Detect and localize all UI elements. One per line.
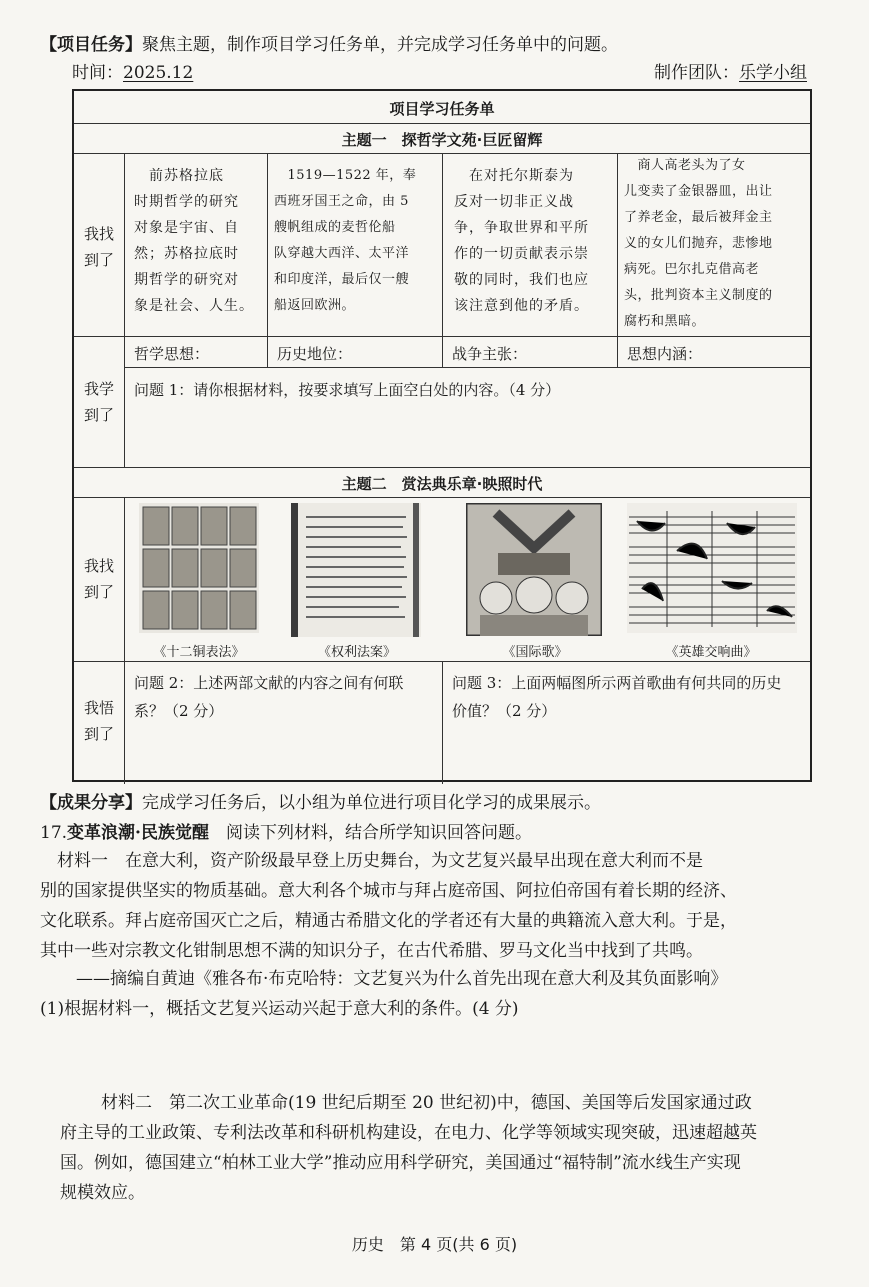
team-line	[654, 62, 807, 84]
time-label: 时间：	[72, 63, 123, 83]
theme2-title: 主题二 赏法典乐章·映照时代	[341, 475, 543, 493]
project-task-text: 聚焦主题，制作项目学习任务单，并完成学习任务单中的问题。	[142, 35, 618, 55]
caption-bill-of-rights: 《权利法案》	[317, 645, 396, 660]
project-task-tag: 【项目任务】	[40, 35, 142, 55]
share-text: 完成学习任务后，以小组为单位进行项目化学习的成果展示。	[142, 793, 601, 813]
bill-of-rights-image	[291, 503, 421, 637]
table-title: 项目学习任务单	[389, 100, 495, 118]
q17-heading	[40, 822, 532, 844]
task-table	[72, 89, 812, 782]
internationale-image	[466, 503, 602, 636]
time-value: 2025.12	[123, 63, 194, 83]
share-line	[40, 792, 601, 814]
q17-topic: 变革浪潮·民族觉醒	[67, 823, 209, 843]
cell-tolstoy: 在对托尔斯泰为 反对一切非正义战 争，争取世界和平所 作的一切贡献表示崇 敬的同时，我们也应 该注意到他的矛盾。	[454, 168, 589, 314]
field-historical-status: 历史地位：	[277, 345, 353, 363]
cell-magellan: 1519—1522 年，奉 西班牙国王之命，由 5 艘帆组成的麦哲伦船 队穿越大西洋、太平洋 和印度洋，最后仅一艘 船返回欧洲。	[274, 168, 417, 313]
team-label: 制作团队：	[654, 63, 739, 83]
material-1-source: ——摘编自黄迪《雅各布·布克哈特：文艺复兴为什么首先出现在意大利及其负面影响》	[76, 969, 728, 989]
found-label-2: 我找 到了	[83, 557, 114, 601]
question-3: 问题 3：上面两幅图所示两首歌曲有何共同的历史 价值？（2 分）	[452, 674, 782, 720]
q17-instruction: 阅读下列材料，结合所学知识回答问题。	[208, 823, 532, 843]
material-1: 材料一 在意大利，资产阶级最早登上历史舞台，为文艺复兴最早出现在意大利而不是 别的国家提供坚实的物质基础。意大利各个城市与拜占庭帝国、阿拉伯帝国有着长期的经济、 文化联系。拜占庭帝国灭亡之后，精通古希腊文化的学者还有大量的典籍流入意大利。于是， 其中一些对宗教文化钳制思想不满的知识分子，在古代希腊、罗马文化当中找到了共鸣。	[40, 851, 737, 961]
field-thought: 思想内涵：	[627, 345, 703, 363]
sub-question-1: (1)根据材料一，概括文艺复兴运动兴起于意大利的条件。(4 分)	[40, 999, 519, 1019]
field-philosophy: 哲学思想：	[134, 345, 210, 363]
question-1: 问题 1：请你根据材料，按要求填写上面空白处的内容。（4 分）	[134, 381, 561, 399]
material-2: 材料二 第二次工业革命(19 世纪后期至 20 世纪初)中，德国、美国等后发国家通过政 府主导的工业政策、专利法改革和科研机构建设，在电力、化学等领域实现突破，迅速超越英 国。例如，德国建立“柏林工业大学”推动应用科学研究，美国通过“福特制”流水线生产实现 规模效应。	[60, 1093, 757, 1203]
question-2: 问题 2：上述两部文献的内容之间有何联 系？（2 分）	[134, 674, 404, 720]
team-value: 乐学小组	[739, 63, 807, 83]
q17-number: 17.	[40, 823, 68, 843]
cell-balzac: 商人高老头为了女 儿变卖了金银器皿，出让 了养老金，最后被拜金主 义的女儿们抛弃，悲惨地 病死。巴尔扎克借高老 头，批判资本主义制度的 腐朽和黑暗。	[624, 158, 773, 329]
cell-philosophy: 前苏格拉底 时期哲学的研究 对象是宇宙、自 然；苏格拉底时 期哲学的研究对 象是社会、人生。	[134, 168, 254, 314]
caption-internationale: 《国际歌》	[502, 645, 568, 660]
learned-label: 我学 到了	[83, 380, 114, 424]
caption-eroica: 《英雄交响曲》	[665, 645, 757, 660]
caption-twelve-tables: 《十二铜表法》	[153, 645, 245, 660]
twelve-tables-image	[139, 503, 259, 633]
page-footer: 历史 第 4 页(共 6 页)	[351, 1235, 518, 1254]
time-line	[72, 62, 193, 84]
project-task-line	[40, 34, 618, 56]
theme1-title: 主题一 探哲学文苑·巨匠留辉	[341, 131, 543, 149]
found-label-1: 我找 到了	[83, 225, 114, 269]
eroica-score-image	[627, 503, 797, 633]
enlightened-label: 我悟 到了	[83, 699, 114, 743]
field-war-stance: 战争主张：	[452, 345, 528, 363]
share-tag: 【成果分享】	[40, 793, 142, 813]
